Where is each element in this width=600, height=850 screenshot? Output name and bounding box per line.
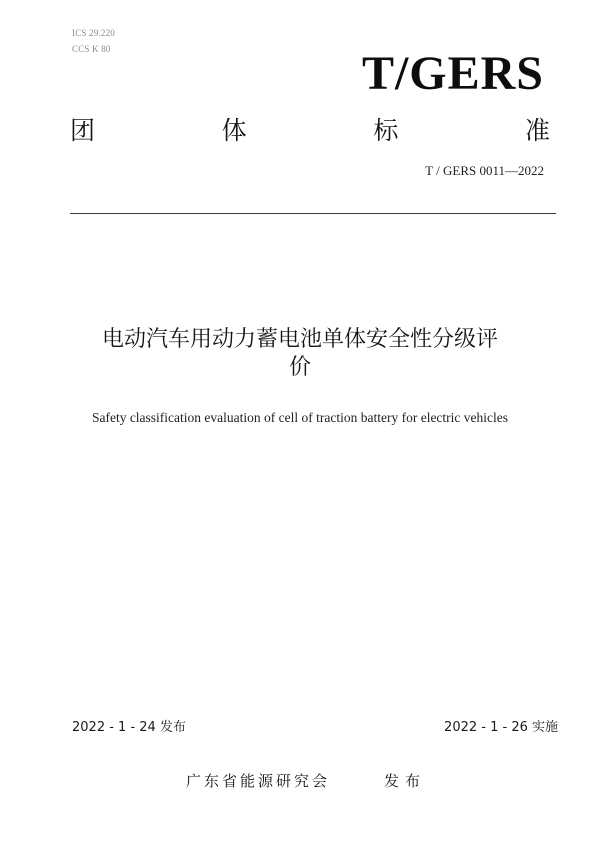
ccs-code: CCS K 80 — [72, 44, 111, 54]
document-type-char: 团 — [70, 116, 96, 145]
chinese-title-line: 电动汽车用动力蓄电池单体安全性分级评 — [101, 327, 498, 352]
standard-logo: T/GERS — [361, 47, 544, 100]
standard-number: T / GERS 0011—2022 — [425, 163, 544, 178]
document-type — [70, 114, 550, 148]
publisher-name: 广东省能源研究会 — [186, 772, 331, 790]
document-type-char: 体 — [221, 116, 247, 145]
publish-label: 发布 — [384, 772, 427, 790]
header-divider — [70, 213, 556, 214]
implementation-date: 2022 - 1 - 26 实施 — [444, 720, 558, 735]
document-type-char: 标 — [373, 116, 399, 145]
english-title: Safety classification evaluation of cell of traction battery for electric vehicles — [91, 410, 509, 425]
chinese-title — [56, 326, 544, 382]
document-type-char: 准 — [524, 116, 550, 145]
chinese-title-line: 价 — [288, 355, 311, 380]
ics-code: ICS 29.220 — [72, 28, 116, 38]
issue-date: 2022 - 1 - 24 发布 — [72, 720, 186, 735]
